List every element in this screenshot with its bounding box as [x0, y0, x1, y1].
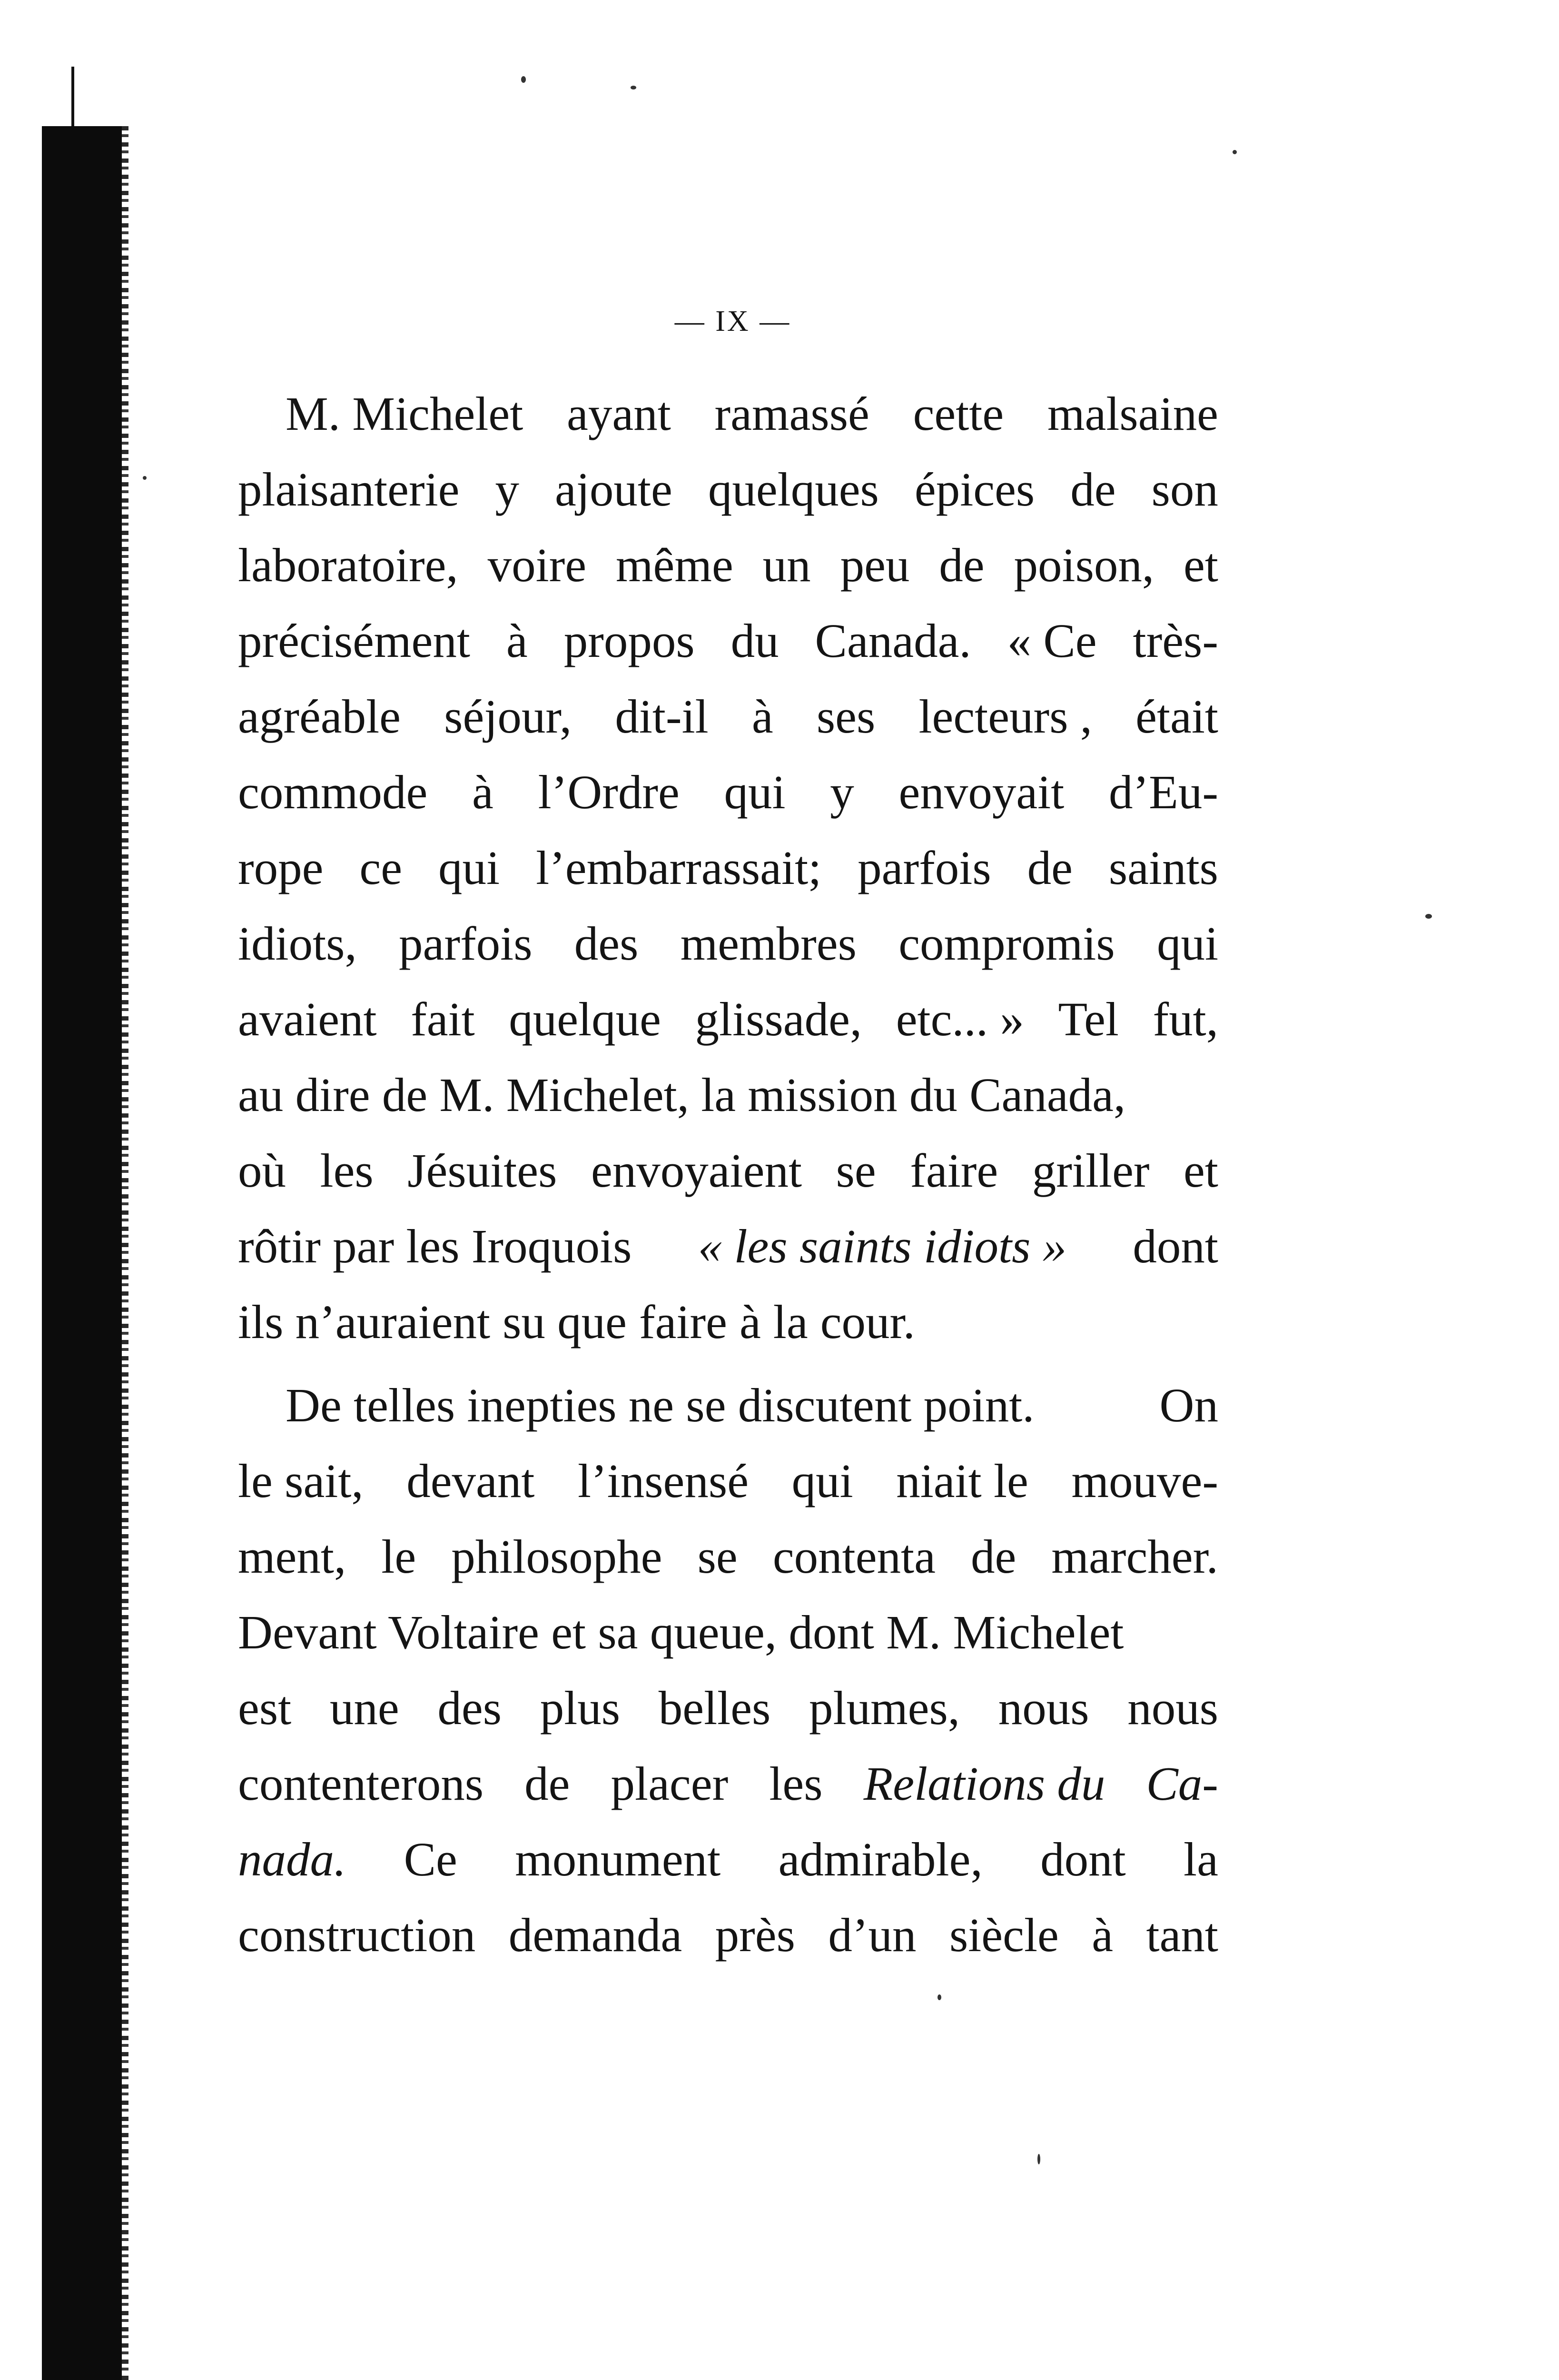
text-line: ils n’auraient su que faire à la cour.	[238, 1295, 915, 1349]
text-line: au dire de M. Michelet, la mission du Canada,	[238, 1068, 1126, 1121]
page-number-header: — IX —	[674, 305, 791, 337]
text-line: est une des plus belles plumes, nous nous	[238, 1681, 1218, 1735]
scan-speck	[1425, 914, 1432, 919]
text-line: avaient fait quelque glissade, etc... » Tel fut,	[238, 992, 1218, 1046]
text-line: nada. Ce monument admirable, dont la	[238, 1822, 1218, 1897]
paragraph	[238, 1368, 1218, 1973]
text-line: Devant Voltaire et sa queue, dont M. Michelet	[238, 1606, 1124, 1659]
scan-edge-line	[71, 67, 74, 126]
text-line: le sait, devant l’insensé qui niait le mouve-	[238, 1454, 1218, 1507]
italic-title: Relations du	[863, 1757, 1105, 1810]
scan-speck	[143, 476, 147, 480]
text-line: rope ce qui l’embarrassait; parfois de saints	[238, 841, 1218, 894]
text-line: rôtir par les Iroquois « les saints idiots » dont	[238, 1209, 1218, 1284]
scan-speck	[937, 1994, 941, 2000]
text-line: construction demanda près d’un siècle à tant	[238, 1908, 1218, 1962]
text-line: laboratoire, voire même un peu de poison, et	[238, 538, 1218, 592]
text-line: idiots, parfois des membres compromis qui	[238, 917, 1218, 970]
text-line: ment, le philosophe se contenta de marcher.	[238, 1530, 1218, 1583]
text-line: agréable séjour, dit-il à ses lecteurs , était	[238, 690, 1218, 743]
text-line: plaisanterie y ajoute quelques épices de son	[238, 463, 1218, 516]
scan-speck	[521, 76, 526, 83]
paragraph	[238, 376, 1218, 1360]
text-line: précisément à propos du Canada. « Ce très-	[238, 614, 1218, 667]
italic-title: Ca-	[1146, 1757, 1218, 1810]
italic-quote: « les saints idiots »	[698, 1220, 1067, 1273]
text-line: M. Michelet ayant ramassé cette malsaine	[286, 387, 1218, 440]
page-body	[238, 376, 1218, 1973]
text-line: commode à l’Ordre qui y envoyait d’Eu-	[238, 765, 1218, 819]
scan-speck	[631, 86, 636, 89]
scan-speck	[1233, 150, 1237, 154]
text-line: De telles inepties ne se discutent point. On	[286, 1378, 1218, 1432]
text-line: où les Jésuites envoyaient se faire griller et	[238, 1144, 1218, 1197]
italic-title: nada.	[238, 1833, 346, 1886]
text-line: contenterons de placer les Relations du Ca-	[238, 1746, 1218, 1822]
scan-speck	[1037, 2154, 1040, 2164]
scan-binding-edge	[42, 126, 122, 2380]
